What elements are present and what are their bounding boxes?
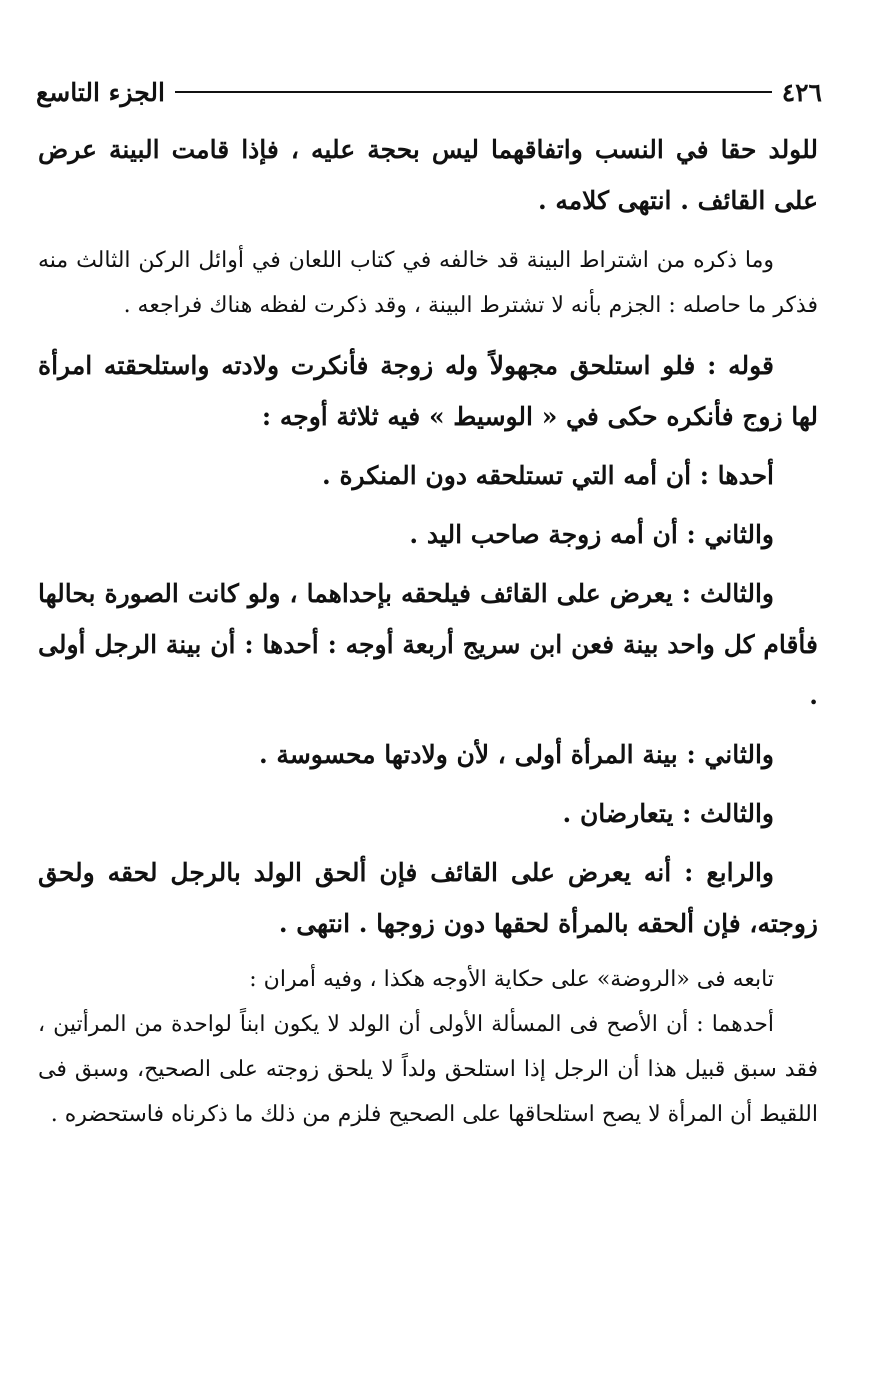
header-rule: [175, 91, 772, 93]
paragraph-view-second: والثاني : بينة المرأة أولى ، لأن ولادتها محسوسة .: [259, 740, 774, 769]
volume-title: الجزء التاسع: [36, 77, 165, 107]
paragraph-opinion-third: والثالث : يعرض على القائف فيلحقه بإحداهما ، ولو كانت الصورة بحالها فأقام كل واحد بينة فعن ابن سريج أربعة أوجه : أحدها : أن بينة الرجل أولى .: [38, 579, 818, 710]
paragraph-continuation: للولد حقا في النسب واتفاقهما ليس بحجة عليه ، فإذا قامت البينة عرض على القائف . انتهى كلامه .: [38, 135, 818, 215]
page-body: [38, 124, 818, 1137]
paragraph-commentary-intro: تابعه فى «الروضة» على حكاية الأوجه هكذا ، وفيه أمران :: [249, 967, 774, 992]
paragraph-commentary: وما ذكره من اشتراط البينة قد خالفه في كتاب اللعان في أوائل الركن الثالث منه فذكر ما حاصله : الجزم بأنه لا تشترط البينة ، وقد ذكرت لفظه هناك فراجعه .: [38, 248, 818, 318]
paragraph-view-fourth: والرابع : أنه يعرض على القائف فإن ألحق الولد بالرجل لحقه ولحق زوجته، فإن ألحقه بالمرأة لحقها دون زوجها . انتهى .: [38, 858, 818, 938]
paragraph-view-third: والثالث : يتعارضان .: [562, 799, 774, 828]
paragraph-opinion-first: أحدها : أن أمه التي تستلحقه دون المنكرة .: [322, 461, 774, 490]
paragraph-opinion-second: والثاني : أن أمه زوجة صاحب اليد .: [409, 520, 774, 549]
paragraph-quote: قوله : فلو استلحق مجهولاً وله زوجة فأنكرت ولادته واستلحقته امرأة لها زوج فأنكره حكى في « الوسيط » فيه ثلاثة أوجه :: [38, 351, 818, 431]
running-header: [36, 70, 822, 114]
paragraph-commentary-first-point: أحدهما : أن الأصح فى المسألة الأولى أن الولد لا يكون ابناً لواحدة من المرأتين ، فقد سبق قبيل هذا أن الرجل إذا استلحق ولداً لا يلحق زوجته على الصحيح، وسبق فى اللقيط أن المرأة لا يصح استلحاقها على الصحيح فلزم من ذلك ما ذكرناه فاستحضره .: [38, 1012, 818, 1127]
page-number: ٤٢٦: [781, 77, 822, 107]
